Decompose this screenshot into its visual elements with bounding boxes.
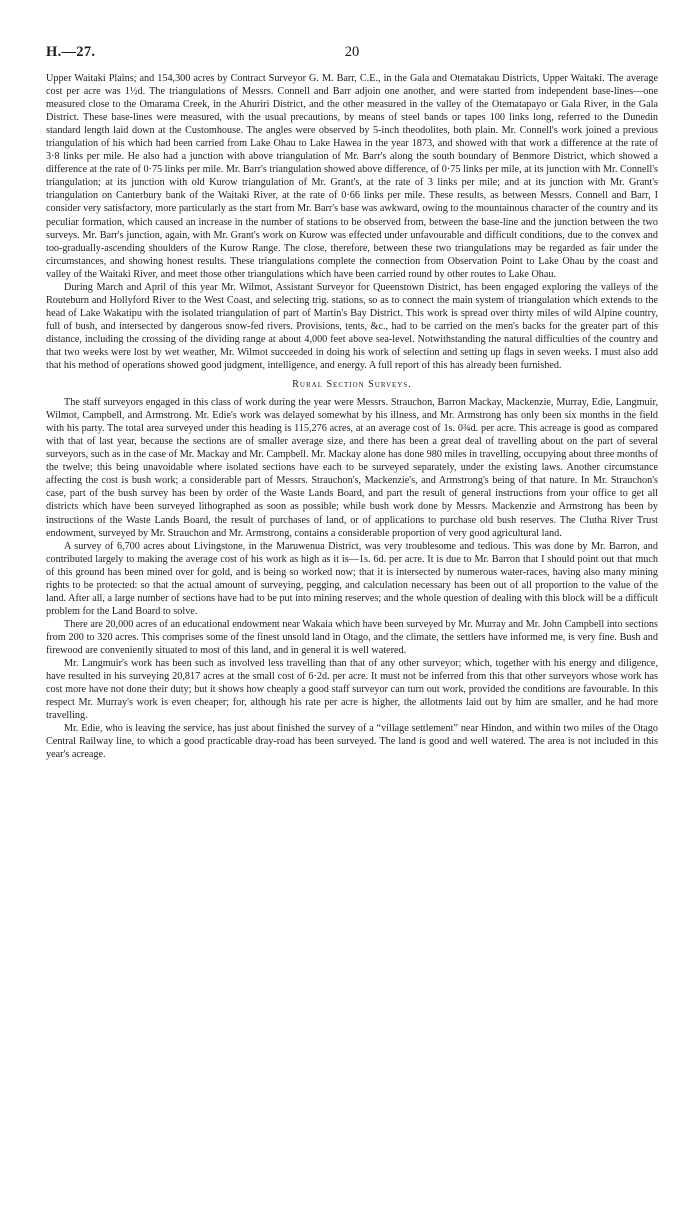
page-number: 20: [344, 44, 360, 60]
document-body: [46, 72, 658, 761]
paragraph-staff-surveyors: The staff surveyors engaged in this class of work during the year were Messrs. Strauchon, Barron Mackay, Mackenzie, Murray, Edie, Langmuir, Wilmot, Campbell, and Armstrong. Mr. Edie's work was delayed somewhat by his illness, and Mr. Armstrong has only been six months in the field with his party. The total area surveyed under this heading is 115,276 acres, at an average cost of 1s. 0¾d. per acre. This acreage is good as compared with that of last year, because the sections are of smaller average size, and there has been a great deal of travelling about on the part of several surveyors, such as in the case of Mr. Mackay and Mr. Campbell. Mr. Mackay alone has done 980 miles in travelling, occupying about three months of the twelve; this being unavoidable where isolated sections have each to be surveyed separately, under the existing laws. Another circumstance affecting the cost is bush work; a considerable part of Messrs. Strauchon's, Mackenzie's, and Armstrong's being of that nature. In Mr. Strauchon's case, part of the bush survey has been by order of the Waste Lands Board, and part the result of general instructions from your office to get all districts which have been surveyed lithographed as soon as possible; while bush work done by Messrs. Mackenzie and Armstrong has been by instructions of the Waste Lands Board, the result of purchases of land, or of applications to purchase old bush reserves. The Clutha River Trust endowment, surveyed by Mr. Strauchon and Mr. Armstrong, contains a considerable proportion of very good agricultural land.: [46, 397, 658, 539]
paragraph-wilmot-exploration: During March and April of this year Mr. Wilmot, Assistant Surveyor for Queenstown District, has been engaged exploring the valleys of the Routeburn and Hollyford River to the West Coast, and selecting trig. stations, so as to connect the main system of triangulation which extends to the head of Lake Wakatipu with the isolated triangulation of part of Martin's Bay District. This work is spread over thirty miles of wild Alpine country, full of bush, and intersected by dangerous snow-fed rivers. Provisions, tents, &c., had to be carried on the men's backs for the greater part of this distance, including the crossing of the dividing range at about 4,000 feet above sea-level. Notwithstanding the natural difficulties of the country and that two weeks were lost by wet weather, Mr. Wilmot succeeded in doing his work of selection and setting up flags in seven weeks. I must also add that his method of operations showed good judgment, intelligence, and energy. A full report of this has already been furnished.: [46, 281, 658, 372]
paragraph-triangulation-continued: Upper Waitaki Plains; and 154,300 acres by Contract Surveyor G. M. Barr, C.E., in the Gala and Otematakau Districts, Upper Waitaki. The average cost per acre was 1½d. The triangulations of Messrs. Connell and Barr adjoin one another, and were started from independent base-lines—one measured close to the Omarama Creek, in the Ahuriri District, and the other measured in the valley of the Otematapayo or Gala River, in the Gala District. These base-lines were measured, with the usual precautions, by means of steel bands or tapes 100 links long, referred to the Dunedin standard length laid down at the Customhouse. The angles were observed by 5-inch theodolites, both plain. Mr. Connell's work joined a previous triangulation of his which had been carried from Lake Ohau to Lake Hawea in the year 1873, and showed with that work a difference at the rate of 3·8 links per mile. He also had a junction with above triangulation of Mr. Barr's along the south boundary of Benmore District, which showed a difference at the rate of 0·75 links per mile. Mr. Barr's triangulation showed above difference, of 0·75 links per mile, at its junction with Mr. Connell's triangulation; at its junction with old Kurow triangulation of Mr. Grant's, at the rate of 3 links per mile; and at its junction with Mr. Grant's triangulation on Canterbury bank of the Waitaki River, at the rate of 0·66 links per mile. These results, as between Messrs. Connell and Barr, I consider very satisfactory, more particularly as the start from Mr. Barr's base was awkward, owing to the mountainous character of the country and its peculiar formation, which caused an increase in the number of stations to be observed from, between the base-line and the junction between the two surveys. Mr. Barr's junction, again, with Mr. Grant's work on Kurow was effected under unfavourable and difficult conditions, due to the convex and too-gradually-ascending shoulders of the Kurow Range. The close, therefore, between these two triangulations may be regarded as fair under the circumstances, and showing honest results. These triangulations complete the connection from Observation Point to Lake Ohau by the coast and valley of the Waitaki River, and meet those other triangulations which have been carried round by other routes to Lake Ohau.: [46, 73, 658, 280]
paragraph-livingstone-survey: A survey of 6,700 acres about Livingstone, in the Maruwenua District, was very troublesome and tedious. This was done by Mr. Barron, and contributed largely to making the average cost of his work as high as it is—1s. 6d. per acre. It is due to Mr. Barron that I should point out that much of this ground has been mined over for gold, and is being so worked now; that it is intersected by numerous water-races, having also many mining rights to be protected: so that the actual amount of surveying, pegging, and calculation necessary has been out of all proportion to the value of the land. After all, a large number of sections have had to be put into mining reserves; and the whole question of dealing with this block will be a difficult problem for the Land Board to solve.: [46, 540, 658, 617]
document-reference: H.—27.: [46, 44, 96, 60]
page-header: [46, 44, 658, 66]
paragraph-langmuir-work: Mr. Langmuir's work has been such as involved less travelling than that of any other surveyor; which, together with his energy and diligence, have resulted in his surveying 20,817 acres at the small cost of 6·2d. per acre. It must not be inferred from this that other surveyors whose work has cost more have not done their duty; but it shows how cheaply a good staff surveyor can turn out work, provided the conditions are favourable. In this respect Mr. Murray's work is even cheaper; for, although his rate per acre is higher, the allotments laid out by him are smaller, and he had more travelling.: [46, 658, 658, 722]
paragraph-wakaia-endowment: There are 20,000 acres of an educational endowment near Wakaia which have been surveyed by Mr. Murray and Mr. John Campbell into sections from 200 to 320 acres. This comprises some of the finest unsold land in Otago, and the climate, the settlers have informed me, is very fine. Bush and firewood are conveniently situated to most of this land, and in general it is well watered.: [46, 618, 658, 656]
paragraph-edie-village-settlement: Mr. Edie, who is leaving the service, has just about finished the survey of a “village settlement” near Hindon, and within two miles of the Otago Central Railway line, to which a good practicable dray-road has been surveyed. The land is good and well watered. The area is not included in this year's acreage.: [46, 723, 658, 761]
section-heading-rural-surveys: Rural Section Surveys.: [292, 379, 412, 391]
document-page: [46, 44, 658, 761]
